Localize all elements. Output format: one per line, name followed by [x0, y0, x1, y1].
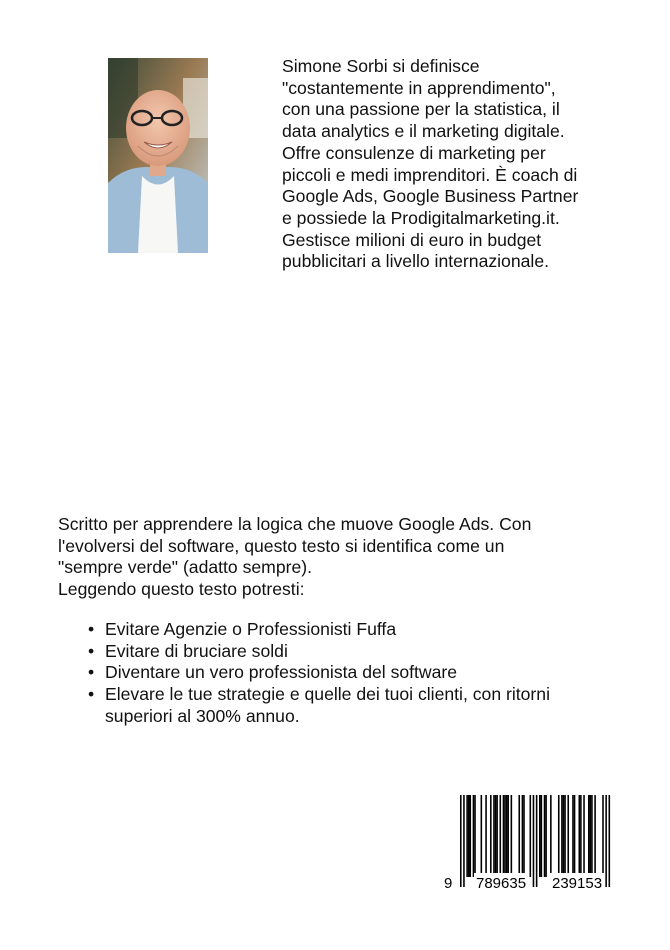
barcode-bar — [500, 795, 502, 877]
list-item-text: Evitare Agenzie o Professionisti Fuffa — [105, 619, 397, 639]
bio-line: Gestisce milioni di euro in budget — [282, 229, 542, 250]
barcode-bar — [466, 795, 468, 877]
author-portrait-image — [108, 58, 208, 253]
barcode-bar — [490, 795, 492, 877]
barcode-bar — [591, 795, 593, 877]
bio-line: data analytics e il marketing digitale. — [282, 121, 565, 142]
bio-line: Simone Sorbi si definisce — [282, 56, 480, 76]
barcode-bar — [541, 795, 543, 877]
barcode-bar — [523, 795, 525, 877]
barcode-bar — [468, 795, 470, 877]
list-item-text: superiori al 300% annuo. — [105, 705, 300, 726]
barcode-bar — [545, 795, 547, 877]
barcode-bar — [544, 795, 546, 877]
barcode-bar — [474, 795, 476, 877]
author-photo — [108, 58, 208, 253]
barcode-left-group: 789635 — [474, 873, 528, 895]
barcode-bar — [506, 795, 508, 877]
barcode-bar — [518, 795, 520, 877]
barcode-bar — [469, 795, 471, 877]
barcode-bar — [511, 795, 513, 877]
bio-line: con una passione per la statistica, il — [282, 99, 560, 120]
list-item-text: Diventare un vero professionista del software — [105, 662, 458, 683]
author-bio — [282, 56, 622, 273]
barcode-bar — [563, 795, 565, 877]
bio-line: e possiede la Prodigitalmarketing.it. — [282, 207, 560, 228]
barcode-prefix: 9 — [442, 873, 454, 895]
bio-line: Google Ads, Google Business Partner — [282, 186, 579, 207]
description-line: "sempre verde" (adatto sempre). — [58, 557, 313, 578]
barcode-bar — [561, 795, 563, 877]
bio-line: piccoli e medi imprenditori. È coach di — [282, 164, 578, 185]
barcode-bar — [594, 795, 596, 877]
barcode-bar — [590, 795, 592, 877]
list-item — [88, 662, 628, 684]
list-item — [88, 684, 628, 727]
barcode-bar — [504, 795, 506, 877]
bio-line: pubblicitari a livello internazionale. — [282, 251, 549, 272]
barcode-bar — [579, 795, 581, 877]
barcode-bar — [580, 795, 582, 877]
bio-line: Offre consulenze di marketing per — [282, 142, 546, 163]
list-item — [88, 619, 628, 641]
barcode-bar — [588, 795, 590, 877]
barcode-bar — [574, 795, 576, 877]
barcode-bar — [503, 795, 505, 877]
benefits-list — [88, 619, 628, 728]
description-line: Scritto per apprendere la logica che muove Google Ads. Con — [58, 514, 532, 534]
barcode-bar — [481, 795, 483, 877]
isbn-barcode — [438, 795, 618, 895]
book-description — [58, 514, 618, 601]
barcode-bar — [485, 795, 487, 877]
barcode-bar — [583, 795, 585, 877]
bullet-icon: • — [88, 662, 95, 683]
barcode-bar — [493, 795, 495, 877]
list-item-text: Elevare le tue strategie e quelle dei tuoi clienti, con ritorni — [105, 684, 550, 705]
barcode-bar — [558, 795, 560, 877]
list-item-text: Evitare di bruciare soldi — [105, 640, 288, 661]
list-item — [88, 641, 628, 663]
bullet-icon: • — [88, 619, 95, 639]
bio-line: "costantemente in apprendimento", — [282, 77, 556, 98]
bullet-icon: • — [88, 684, 95, 705]
barcode-bar — [564, 795, 566, 877]
barcode-bar — [550, 795, 552, 877]
description-line: Leggendo questo testo potresti: — [58, 579, 305, 600]
bullet-icon: • — [88, 640, 95, 661]
barcode-bar — [495, 795, 497, 877]
barcode-bar — [572, 795, 574, 877]
barcode-bar — [530, 795, 532, 877]
barcode-bar — [496, 795, 498, 877]
barcode-right-group: 239153 — [550, 873, 604, 895]
barcode-bar — [522, 795, 524, 877]
barcode-digits — [438, 873, 618, 895]
barcode-bar — [507, 795, 509, 877]
barcode-bar — [602, 795, 604, 877]
barcode-bar — [539, 795, 541, 877]
barcode-bar — [567, 795, 569, 877]
description-line: l'evolversi del software, questo testo si identifica come un — [58, 535, 505, 556]
barcode-bar — [473, 795, 475, 877]
